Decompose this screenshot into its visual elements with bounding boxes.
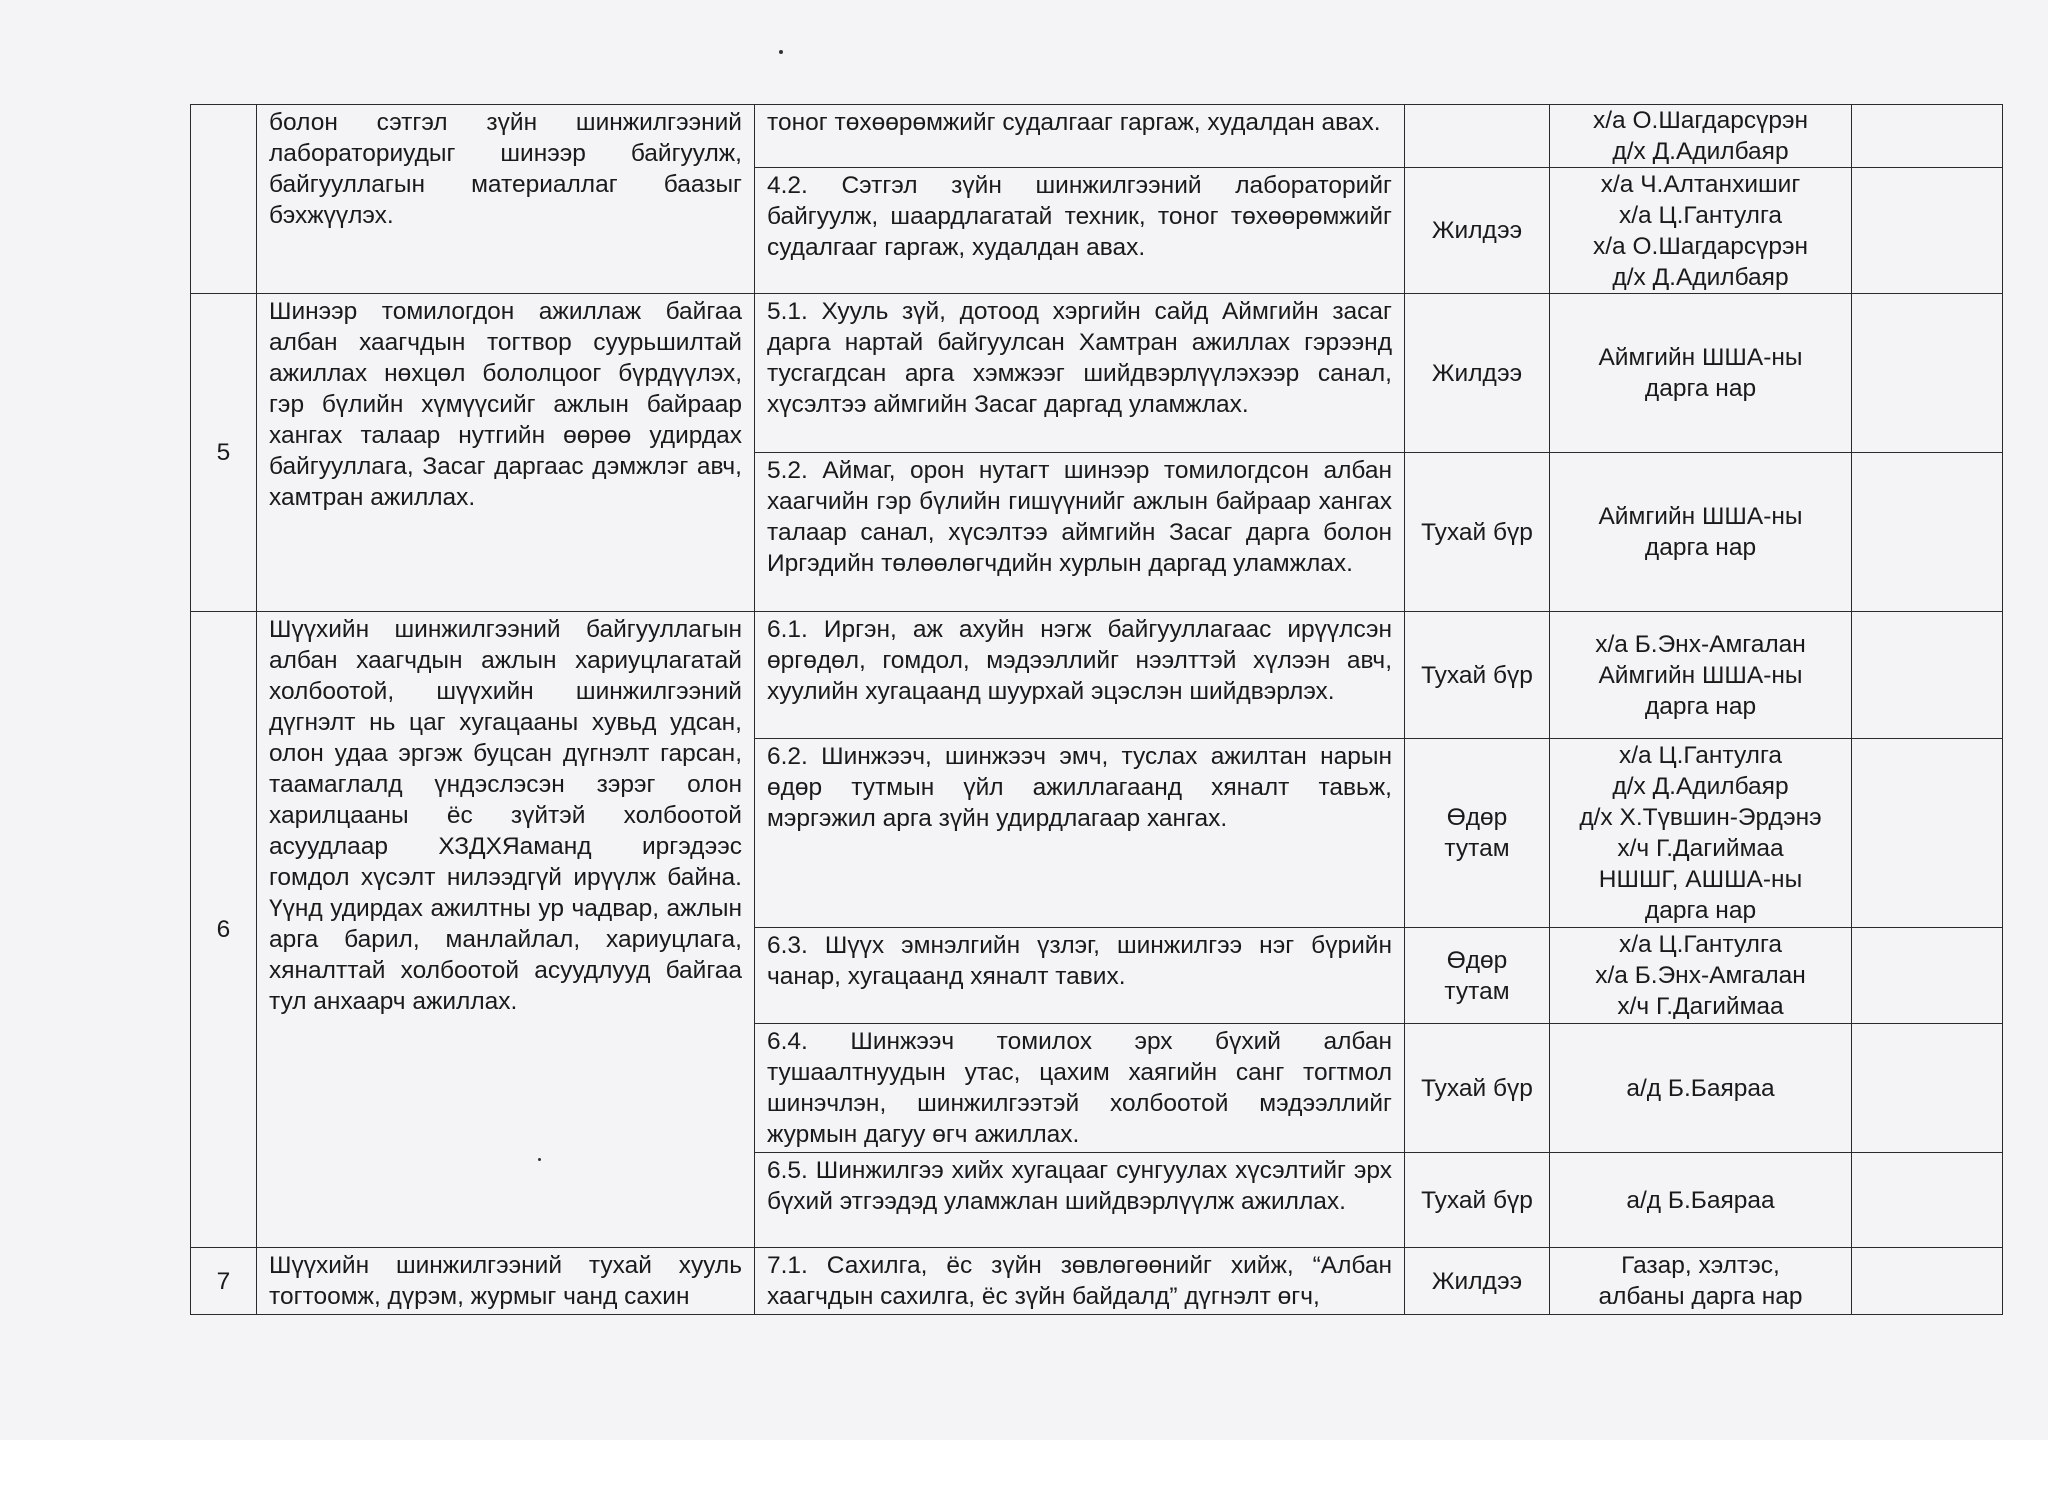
- note-cell: [1852, 168, 2003, 294]
- timeframe-cell: Жилдээ: [1405, 294, 1550, 453]
- activity-cell: 6.4. Шинжээч томилох эрх бүхий албан тушаалтнуудын утас, цахим хаягийн санг тогтмол шинэчлэн, шинжилгээтэй холбоотой мэдээллийг журмын дагуу өгч ажиллах.: [755, 1024, 1405, 1153]
- note-cell: [1852, 1153, 2003, 1248]
- activity-cell: 5.2. Аймаг, орон нутагт шинээр томилогдсон албан хаагчийн гэр бүлийн гишүүнийг ажлын байраар хангах талаар санал, хүсэлтээ аймгийн Засаг дарга болон Иргэдийн төлөөлөгчдийн хурлын даргад уламжлах.: [755, 453, 1405, 612]
- row-number: 5: [191, 294, 257, 612]
- responsible-cell: х/а Б.Энх-Амгалан Аймгийн ШША-ны дарга нар: [1550, 612, 1852, 739]
- scan-bottom-margin: [0, 1440, 2048, 1489]
- activity-cell: 7.1. Сахилга, ёс зүйн зөвлөгөөнийг хийж, “Албан хаагчдын сахилга, ёс зүйн байдалд” дүгнэлт өгч,: [755, 1248, 1405, 1315]
- note-cell: [1852, 739, 2003, 928]
- timeframe-cell: Тухай бүр: [1405, 1024, 1550, 1153]
- note-cell: [1852, 453, 2003, 612]
- goal-cell: Шүүхийн шинжилгээний тухай хууль тогтоомж, дүрэм, журмыг чанд сахин: [257, 1248, 755, 1315]
- responsible-cell: х/а Ц.Гантулга д/х Д.Адилбаяр д/х Х.Түвшин-Эрдэнэ х/ч Г.Дагиймаа НШШГ, АШША-ны дарга нар: [1550, 739, 1852, 928]
- activity-cell: 6.1. Иргэн, аж ахуйн нэгж байгууллагаас ирүүлсэн өргөдөл, гомдол, мэдээллийг нээлттэй хүлээн авч, хуулийн хугацаанд шуурхай эцэслэн шийдвэрлэх.: [755, 612, 1405, 739]
- row-number: [191, 105, 257, 294]
- goal-cell: Шинээр томилогдон ажиллаж байгаа албан хаагчдын тогтвор суурьшилтай ажиллах нөхцөл бололцоог бүрдүүлэх, гэр бүлийн хүмүүсийг ажлын байраар хангах талаар нутгийн өөрөө удирдах байгууллага, Засаг даргаас дэмжлэг авч, хамтран ажиллах.: [257, 294, 755, 612]
- activity-cell: 6.3. Шүүх эмнэлгийн үзлэг, шинжилгээ нэг бүрийн чанар, хугацаанд хяналт тавих.: [755, 928, 1405, 1024]
- note-cell: [1852, 105, 2003, 168]
- timeframe-cell: Жилдээ: [1405, 1248, 1550, 1315]
- responsible-cell: х/а Ц.Гантулга х/а Б.Энх-Амгалан х/ч Г.Дагиймаа: [1550, 928, 1852, 1024]
- note-cell: [1852, 1248, 2003, 1315]
- responsible-cell: Газар, хэлтэс, албаны дарга нар: [1550, 1248, 1852, 1315]
- timeframe-cell: Өдөр тутам: [1405, 928, 1550, 1024]
- row-number: 6: [191, 612, 257, 1248]
- activity-cell: 6.5. Шинжилгээ хийх хугацааг сунгуулах хүсэлтийг эрх бүхий этгээдэд уламжлан шийдвэрлүүлж ажиллах.: [755, 1153, 1405, 1248]
- timeframe-cell: Тухай бүр: [1405, 612, 1550, 739]
- activity-cell: 5.1. Хууль зүй, дотоод хэргийн сайд Аймгийн засаг дарга нартай байгуулсан Хамтран ажиллах гэрээнд тусгагдсан арга хэмжээг шийдвэрлүүлэхээр санал, хүсэлтээ аймгийн Засаг даргад уламжлах.: [755, 294, 1405, 453]
- responsible-cell: а/д Б.Баяраа: [1550, 1153, 1852, 1248]
- table-row: [191, 1248, 2003, 1315]
- activity-cell: 6.2. Шинжээч, шинжээч эмч, туслах ажилтан нарын өдөр тутмын үйл ажиллагаанд хяналт тавьж, мэргэжил арга зүйн удирдлагаар хангах.: [755, 739, 1405, 928]
- note-cell: [1852, 1024, 2003, 1153]
- table-row: [191, 294, 2003, 453]
- timeframe-cell: Жилдээ: [1405, 168, 1550, 294]
- timeframe-cell: Тухай бүр: [1405, 453, 1550, 612]
- activity-cell: 4.2. Сэтгэл зүйн шинжилгээний лабораторийг байгуулж, шаардлагатай техник, тоног төхөөрөмжийг судалгааг гаргаж, худалдан авах.: [755, 168, 1405, 294]
- note-cell: [1852, 294, 2003, 453]
- responsible-cell: Аймгийн ШША-ны дарга нар: [1550, 294, 1852, 453]
- note-cell: [1852, 612, 2003, 739]
- responsible-cell: Аймгийн ШША-ны дарга нар: [1550, 453, 1852, 612]
- timeframe-cell: [1405, 105, 1550, 168]
- table-row: [191, 612, 2003, 739]
- responsible-cell: х/а О.Шагдарсүрэн д/х Д.Адилбаяр: [1550, 105, 1852, 168]
- responsible-cell: а/д Б.Баяраа: [1550, 1024, 1852, 1153]
- table-row: [191, 105, 2003, 168]
- timeframe-cell: Өдөр тутам: [1405, 739, 1550, 928]
- activity-cell: тоног төхөөрөмжийг судалгааг гаргаж, худалдан авах.: [755, 105, 1405, 168]
- action-plan-table: [190, 104, 2003, 1315]
- goal-cell: Шүүхийн шинжилгээний байгууллагын албан хаагчдын ажлын хариуцлагатай холбоотой, шүүхийн шинжилгээний дүгнэлт нь цаг хугацааны хувьд удсан, олон удаа эргэж буцсан дүгнэлт гарсан, таамаглалд үндэслэсэн зэрэг олон харилцааны ёс зүйтэй холбоотой асуудлаар ХЗДХЯаманд иргэдээс гомдол хүсэлт нилээдгүй ирүүлж байна. Үүнд удирдах ажилтны ур чадвар, ажлын арга барил, манлайлал, хариуцлага, хяналттай холбоотой асуудлууд байгаа тул анхаарч ажиллах.: [257, 612, 755, 1248]
- responsible-cell: х/а Ч.Алтанхишиг х/а Ц.Гантулга х/а О.Шагдарсүрэн д/х Д.Адилбаяр: [1550, 168, 1852, 294]
- row-number: 7: [191, 1248, 257, 1315]
- scan-speck: [779, 50, 783, 54]
- note-cell: [1852, 928, 2003, 1024]
- timeframe-cell: Тухай бүр: [1405, 1153, 1550, 1248]
- goal-cell: болон сэтгэл зүйн шинжилгээний лабораториудыг шинээр байгуулж, байгууллагын материаллаг баазыг бэхжүүлэх.: [257, 105, 755, 294]
